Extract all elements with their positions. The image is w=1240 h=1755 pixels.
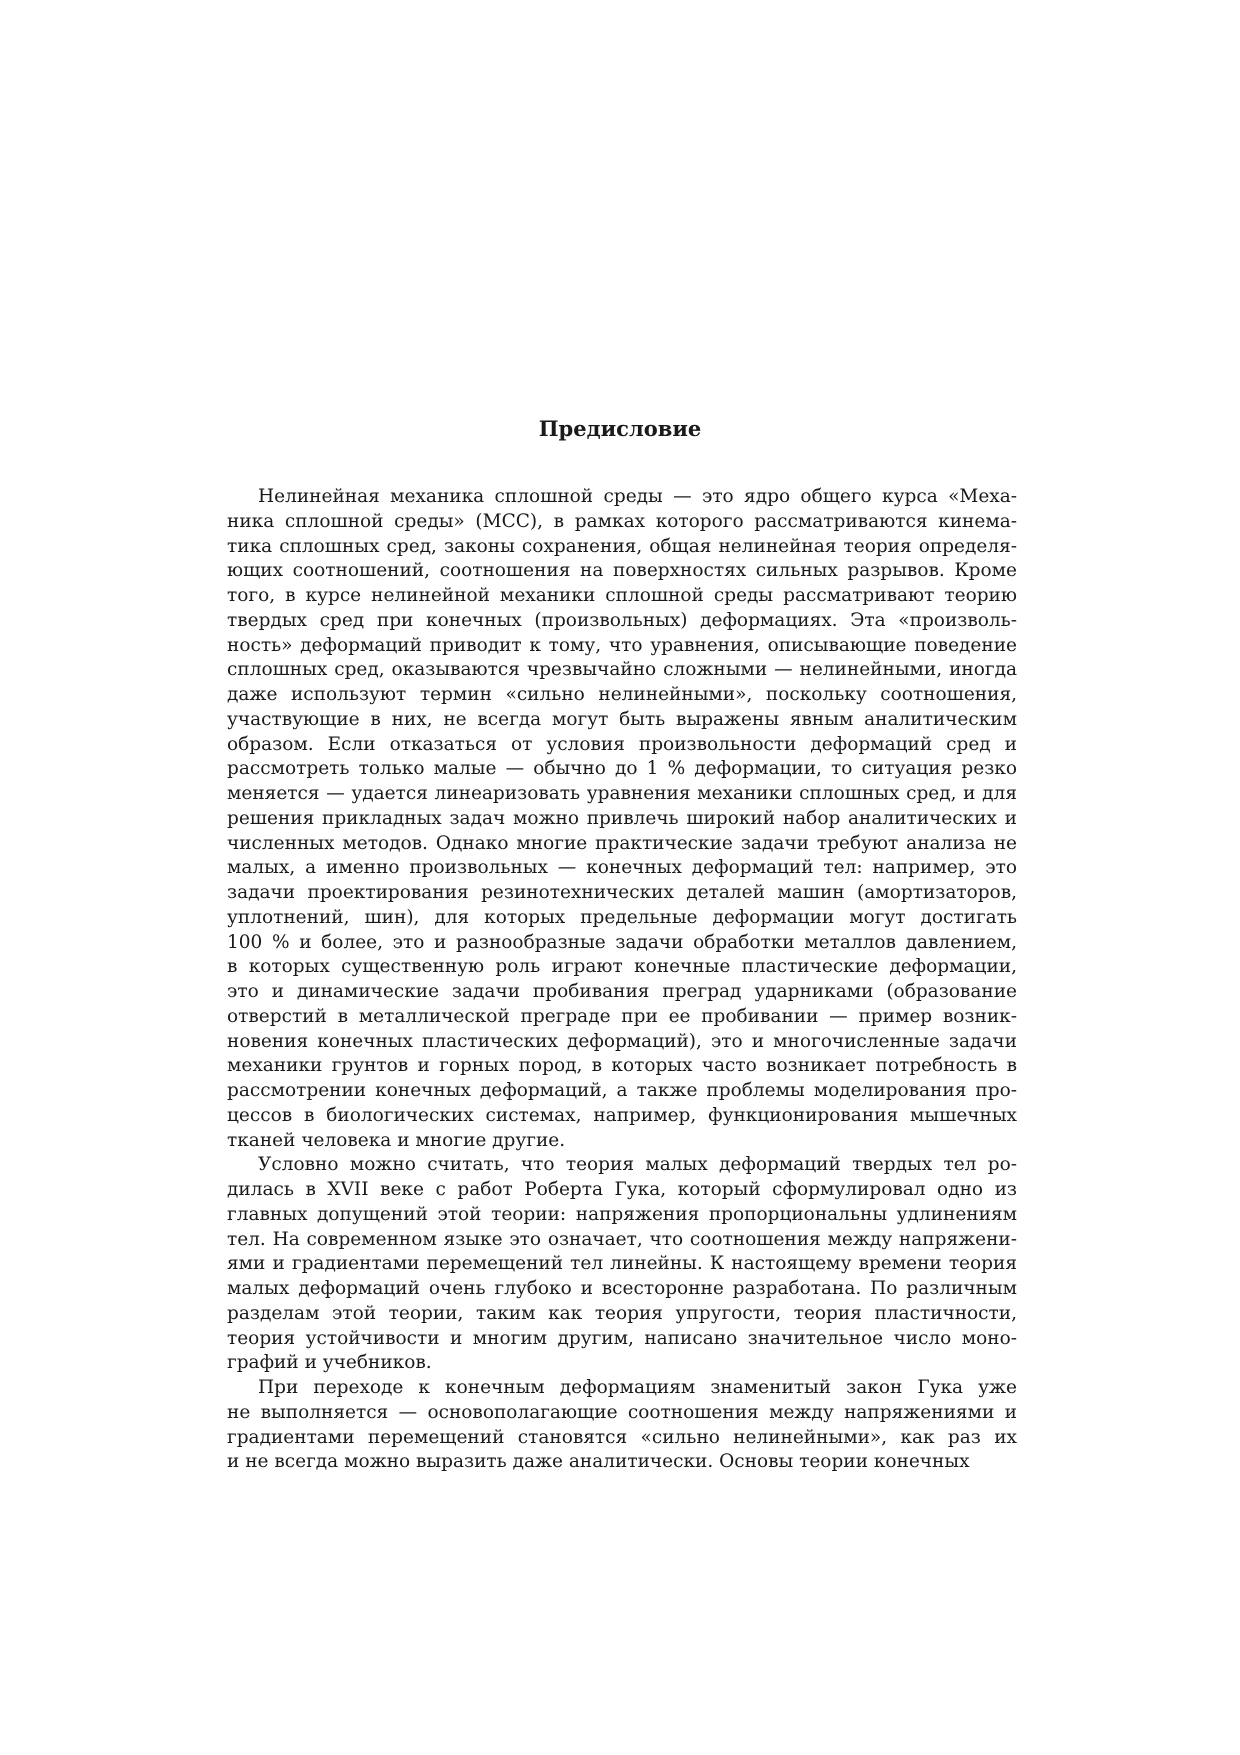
text-line: ющих соотношений, соотношения на поверхностях сильных разрывов. Кроме [227,560,1017,582]
text-line: даже используют термин «сильно нелинейными», поскольку соотношения, [227,684,1017,705]
text-line: численных методов. Однако многие практические задачи требуют анализа не [227,832,1017,854]
text-line: уплотнений, шин), для которых предельные деформации могут достигать [227,906,1017,928]
text-line: тканей человека и многие другие. [227,1129,566,1151]
text-line: твердых сред при конечных (произвольных) деформациях. Эта «произволь- [227,609,1017,631]
text-line: разделам этой теории, таким как теория упругости, теория пластичности, [227,1302,1017,1324]
text-line: рассмотреть только малые — обычно до 1 % деформации, то ситуация резко [227,758,1017,780]
text-line: задачи проектирования резинотехнических деталей машин (амортизаторов, [227,882,1017,903]
text-line: не выполняется — основополагающие соотношения между напряжениями и [227,1401,1017,1423]
text-line: малых, а именно произвольных — конечных деформаций тел: например, это [227,857,1017,879]
text-line: малых деформаций очень глубоко и всесторонне разработана. По различным [227,1278,1017,1299]
text-line: ника сплошной среды» (МСС), в рамках которого рассматриваются кинема- [227,510,1017,532]
text-line: Нелинейная механика сплошной среды — это ядро общего курса «Меха- [258,486,1017,507]
text-line: градиентами перемещений становятся «сильно нелинейными», как раз их [227,1426,1017,1448]
paragraph [227,485,1017,1153]
text-line: решения прикладных задач можно привлечь широкий набор аналитических и [227,807,1017,829]
text-line: новения конечных пластических деформаций), это и многочисленные задачи [227,1030,1017,1052]
text-line: цессов в биологических системах, например, функционирования мышечных [227,1104,1017,1126]
text-line: тел. На современном языке это означает, что соотношения между напряжени- [227,1228,1017,1250]
text-line: механики грунтов и горных пород, в которых часто возникает потребность в [227,1055,1017,1077]
text-line: ность» деформаций приводит к тому, что уравнения, описывающие поведение [227,634,1017,656]
text-line: главных допущений этой теории: напряжения пропорциональны удлинениям [227,1203,1017,1225]
text-line: участвующие в них, не всегда могут быть выражены явным аналитическим [227,708,1017,730]
text-line: меняется — удается линеаризовать уравнения механики сплошных сред, и для [227,783,1017,804]
paragraph [227,1153,1017,1376]
text-line: сплошных сред, оказываются чрезвычайно сложными — нелинейными, иногда [227,659,1017,681]
text-line: образом. Если отказаться от условия произвольности деформаций сред и [227,733,1017,755]
text-line: ями и градиентами перемещений тел линейны. К настоящему времени теория [227,1253,1017,1275]
page-title: Предисловие [538,416,702,441]
text-line: отверстий в металлической преграде при ее пробивании — пример возник- [227,1005,1017,1027]
text-line: того, в курсе нелинейной механики сплошной среды рассматривают теорию [227,585,1017,606]
paragraph [227,1376,1017,1475]
text-line: и не всегда можно выразить даже аналитически. Основы теории конечных [227,1451,970,1473]
text-line: дилась в XVII веке с работ Роберта Гука, который сформулировал одно из [227,1179,1017,1200]
text-line: теория устойчивости и многим другим, написано значительное число моно- [227,1327,1017,1349]
text-line: графий и учебников. [227,1352,432,1374]
text-line: в которых существенную роль играют конечные пластические деформации, [227,956,1017,978]
text-line: 100 % и более, это и разнообразные задачи обработки металлов давлением, [227,931,1017,953]
text-line: это и динамические задачи пробивания преград ударниками (образование [227,981,1017,1002]
text-line: тика сплошных сред, законы сохранения, общая нелинейная теория определя- [227,535,1017,557]
text-line: Условно можно считать, что теория малых деформаций твердых тел ро- [258,1154,1017,1176]
text-line: При переходе к конечным деформациям знаменитый закон Гука уже [258,1377,1017,1398]
text-line: рассмотрении конечных деформаций, а также проблемы моделирования про- [227,1080,1017,1101]
body-text [227,485,1017,1475]
